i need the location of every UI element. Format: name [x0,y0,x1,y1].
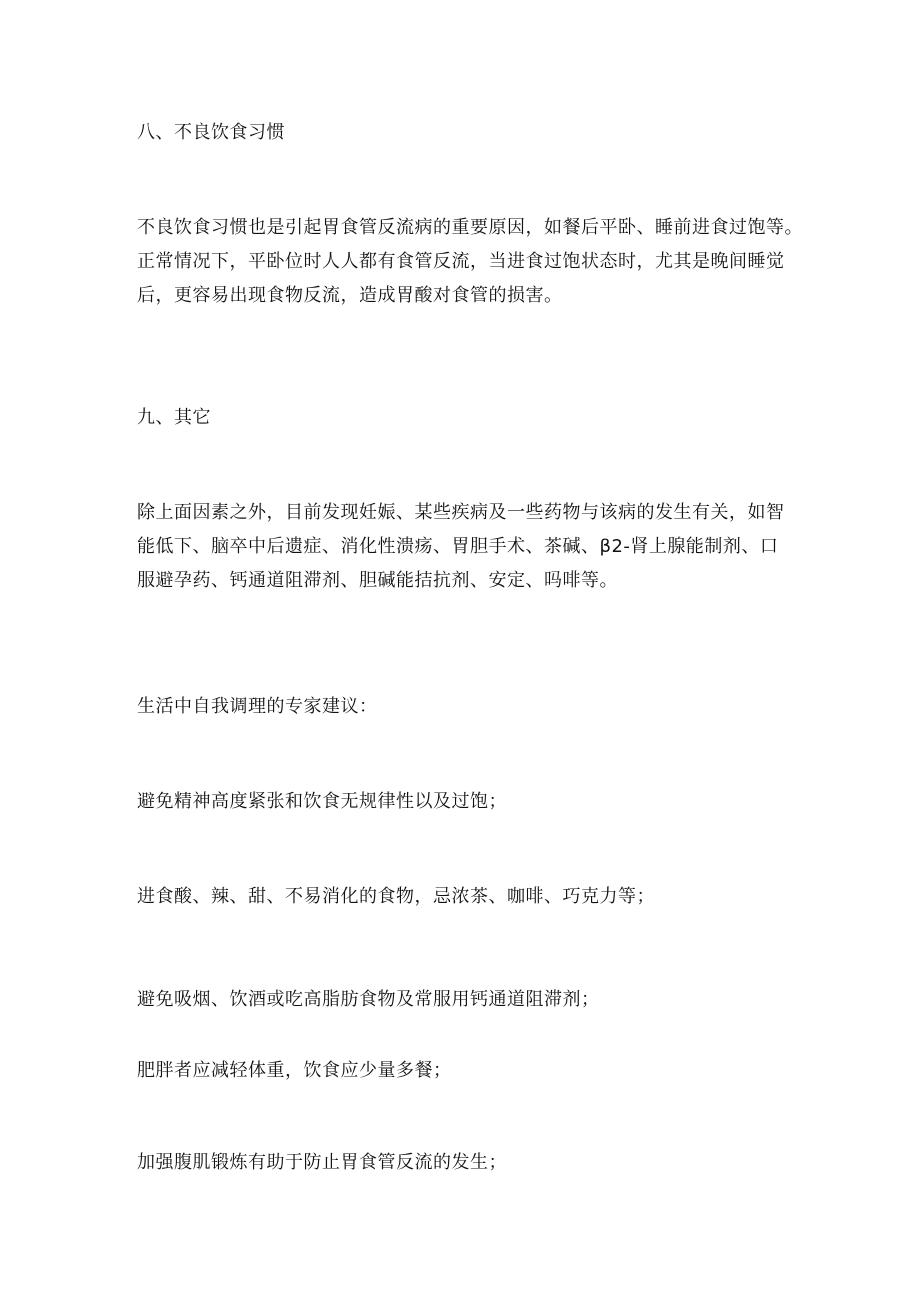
advice-intro: 生活中自我调理的专家建议： [137,696,378,717]
section-9-heading: 九、其它 [137,407,211,428]
paragraph-line: 后，更容易出现食物反流，造成胃酸对食管的损害。 [137,285,563,306]
advice-item: 避免吸烟、饮酒或吃高脂肪食物及常服用钙通道阻滞剂； [137,989,600,1010]
paragraph-line: 除上面因素之外，目前发现妊娠、某些疾病及一些药物与该病的发生有关，如智 [137,502,785,523]
paragraph-line: 不良饮食习惯也是引起胃食管反流病的重要原因，如餐后平卧、睡前进食过饱等。 [137,217,803,238]
section-8-paragraph [137,211,803,313]
advice-item: 进食酸、辣、甜、不易消化的食物，忌浓茶、咖啡、巧克力等； [137,886,655,907]
advice-item: 肥胖者应减轻体重，饮食应少量多餐； [137,1060,452,1081]
advice-item: 避免精神高度紧张和饮食无规律性以及过饱； [137,791,507,812]
advice-item: 加强腹肌锻炼有助于防止胃食管反流的发生； [137,1152,507,1173]
section-8-heading: 八、不良饮食习惯 [137,122,285,143]
section-9-paragraph [137,496,797,598]
paragraph-line: 服避孕药、钙通道阻滞剂、胆碱能拮抗剂、安定、吗啡等。 [137,570,618,591]
paragraph-line: 能低下、脑卒中后遗症、消化性溃疡、胃胆手术、茶碱、β2-肾上腺能制剂、口 [137,536,779,557]
paragraph-line: 正常情况下，平卧位时人人都有食管反流，当进食过饱状态时，尤其是晚间睡觉 [137,251,785,272]
